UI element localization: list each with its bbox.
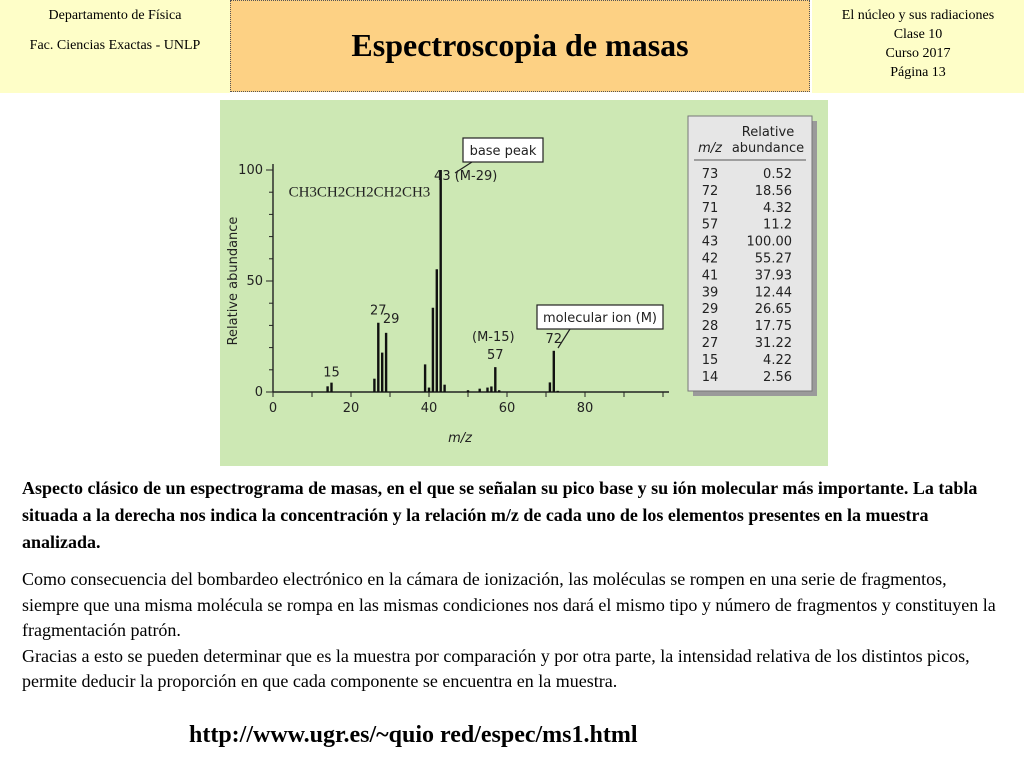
table-cell-abundance: 26.65 (754, 302, 792, 318)
table-cell-abundance: 0.52 (763, 167, 792, 182)
figure-caption: Aspecto clásico de un espectrograma de masas, en el que se señalan su pico base y su ión molecular más importante. La tabla situada a la derecha nos indica la concentración y la relación m/z de cada uno de los elementos presentes en la muestra analizada. (22, 478, 978, 552)
x-tick-label: 60 (498, 401, 516, 416)
table-cell-mz: 42 (701, 251, 719, 267)
table-cell-abundance: 4.22 (763, 352, 792, 368)
table-cell-abundance: 31.22 (754, 336, 792, 351)
peak-label: 27 (370, 303, 387, 319)
reference-link[interactable]: http://www.ugr.es/~quio red/espec/ms1.html (189, 722, 638, 748)
mass-spectrum-figure (220, 100, 828, 466)
header-left-box (0, 0, 230, 93)
faculty-label: Fac. Ciencias Exactas - UNLP (29, 38, 201, 53)
table-cell-mz: 71 (701, 200, 719, 216)
peak-label: 43 (M-29) (434, 169, 498, 184)
table-cell-mz: 27 (701, 336, 719, 351)
x-axis-label: m/z (448, 431, 472, 446)
table-cell-mz: 15 (701, 352, 719, 368)
molecular-ion-callout-label: molecular ion (M) (543, 311, 657, 326)
peak-label: (M-15) (472, 330, 515, 346)
y-tick-label: 100 (238, 163, 263, 178)
table-cell-mz: 43 (701, 234, 719, 250)
table-header-mz: m/z (698, 141, 722, 156)
x-tick-label: 0 (268, 401, 278, 416)
table-cell-mz: 73 (701, 167, 719, 182)
table-cell-mz: 41 (701, 268, 719, 284)
table-cell-abundance: 12.44 (754, 285, 792, 301)
table-cell-mz: 29 (701, 302, 719, 318)
mass-spectrum-chart (220, 100, 828, 466)
x-tick-label: 80 (576, 401, 594, 416)
table-cell-mz: 39 (701, 285, 719, 301)
y-tick-label: 50 (246, 274, 263, 289)
x-tick-label: 20 (342, 401, 360, 416)
paragraph-2: Gracias a esto se pueden determinar que es la muestra por comparación y por otra parte, la intensidad relativa de los distintos picos, permite deducir la proporción en que cada componente se encuentra en la muestra. (22, 645, 970, 691)
table-header-relative: Relative (741, 125, 795, 140)
table-cell-abundance: 100.00 (746, 234, 792, 250)
table-cell-abundance: 18.56 (754, 183, 792, 199)
peak-label: 72 (545, 331, 563, 347)
y-axis-label: Relative abundance (226, 216, 241, 346)
base-peak-callout-label: base peak (469, 144, 537, 159)
title-box (230, 0, 810, 92)
table-cell-abundance: 11.2 (763, 217, 792, 233)
table-cell-mz: 72 (701, 183, 719, 199)
table-cell-mz: 57 (701, 217, 719, 233)
course-name: El núcleo y sus radiaciones (841, 8, 995, 23)
x-tick-label: 40 (420, 401, 438, 416)
table-header-abundance: abundance (731, 141, 805, 156)
paragraph-1: Como consecuencia del bombardeo electrónico en la cámara de ionización, las moléculas se rompen en una serie de fragmentos, siempre que una misma molécula se rompa en las mismas condiciones nos dará el mismo tipo y número de fragmentos y constituyen la fragmentación patrón. (22, 569, 996, 640)
molecule-formula: CH3CH2CH2CH2CH3 (288, 184, 431, 201)
header-right-box (812, 0, 1024, 93)
year-label: Curso 2017 (885, 46, 951, 61)
table-cell-abundance: 4.32 (763, 200, 792, 216)
table-cell-abundance: 2.56 (763, 369, 792, 385)
body-text (22, 567, 997, 695)
page-number: Página 13 (890, 65, 946, 80)
table-cell-abundance: 37.93 (754, 268, 792, 284)
peak-label: 57 (487, 348, 504, 364)
table-cell-abundance: 55.27 (754, 251, 792, 267)
peak-label: 29 (382, 311, 400, 327)
table-cell-mz: 28 (701, 319, 719, 335)
class-label: Clase 10 (893, 27, 943, 42)
table-cell-mz: 14 (701, 369, 719, 385)
y-tick-label: 0 (254, 385, 263, 400)
table-cell-abundance: 17.75 (754, 319, 792, 335)
page-title: Espectroscopia de masas (351, 27, 689, 63)
department-label: Departamento de Física (48, 8, 182, 23)
peak-label: 15 (323, 365, 340, 381)
